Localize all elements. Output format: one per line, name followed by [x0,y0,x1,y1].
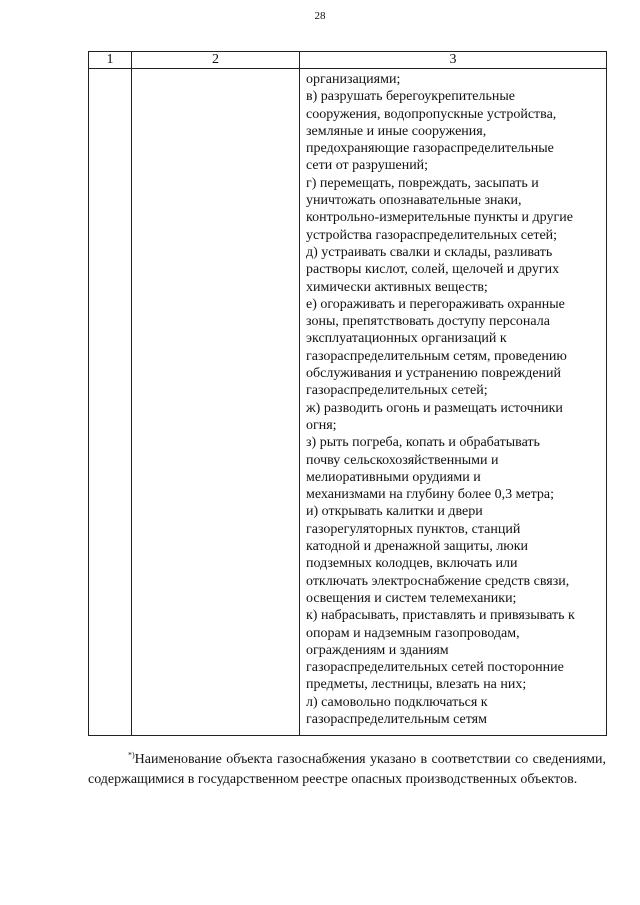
footnote [88,750,606,790]
column-header-1: 1 [89,52,132,69]
list-item: л) самовольно подключаться к газораспределительным сетям [306,694,488,727]
page-number: 28 [314,10,326,22]
column-header-2: 2 [132,52,300,69]
column-header-3: 3 [300,52,607,69]
table-row [89,69,607,736]
column-2-cell [132,69,300,736]
column-1-cell [89,69,132,736]
footnote-marker: *) [128,750,135,760]
footnote-text: Наименование объекта газоснабжения указано в соответствии со сведениями, содержащимися в государственном реестре опасных производственных объектов. [88,752,606,787]
list-item: ж) разводить огонь и размещать источники огня; [306,400,563,433]
list-item: к) набрасывать, приставлять и привязывать к опорам и надземным газопроводам, ограждениям и зданиям газораспределительных сетей посторонние предметы, лестницы, влезать на них; [306,608,575,693]
list-item: е) огораживать и перегораживать охранные зоны, препятствовать доступу персонала эксплуатационных организаций к газораспределительным сетям, проведению обслуживания и устранению повреждений газораспределительных сетей; [306,296,567,399]
list-item: организациями; [306,72,401,87]
list-item: и) открывать калитки и двери газорегуляторных пунктов, станций катодной и дренажной защиты, люки подземных колодцев, включать или отключать электроснабжение средств связи, освещения и систем телемеханики; [306,504,570,606]
list-item: з) рыть погреба, копать и обрабатывать почву сельскохозяйственными и мелиоративными орудиями и механизмами на глубину более 0,3 метра; [306,435,555,503]
list-item: д) устраивать свалки и склады, разливать растворы кислот, солей, щелочей и других химически активных веществ; [306,244,560,295]
list-item: в) разрушать берегоукрепительные сооружения, водопропускные устройства, земляные и иные сооружения, предохраняющие газораспределительные сети от разрушений; [306,89,557,174]
requirements-table [88,51,607,736]
column-3-cell [300,69,607,736]
list-item: г) перемещать, повреждать, засыпать и уничтожать опознавательные знаки, контрольно-измерительные пункты и другие устройства газораспределительных сетей; [306,175,573,243]
table-header-row [89,52,607,69]
